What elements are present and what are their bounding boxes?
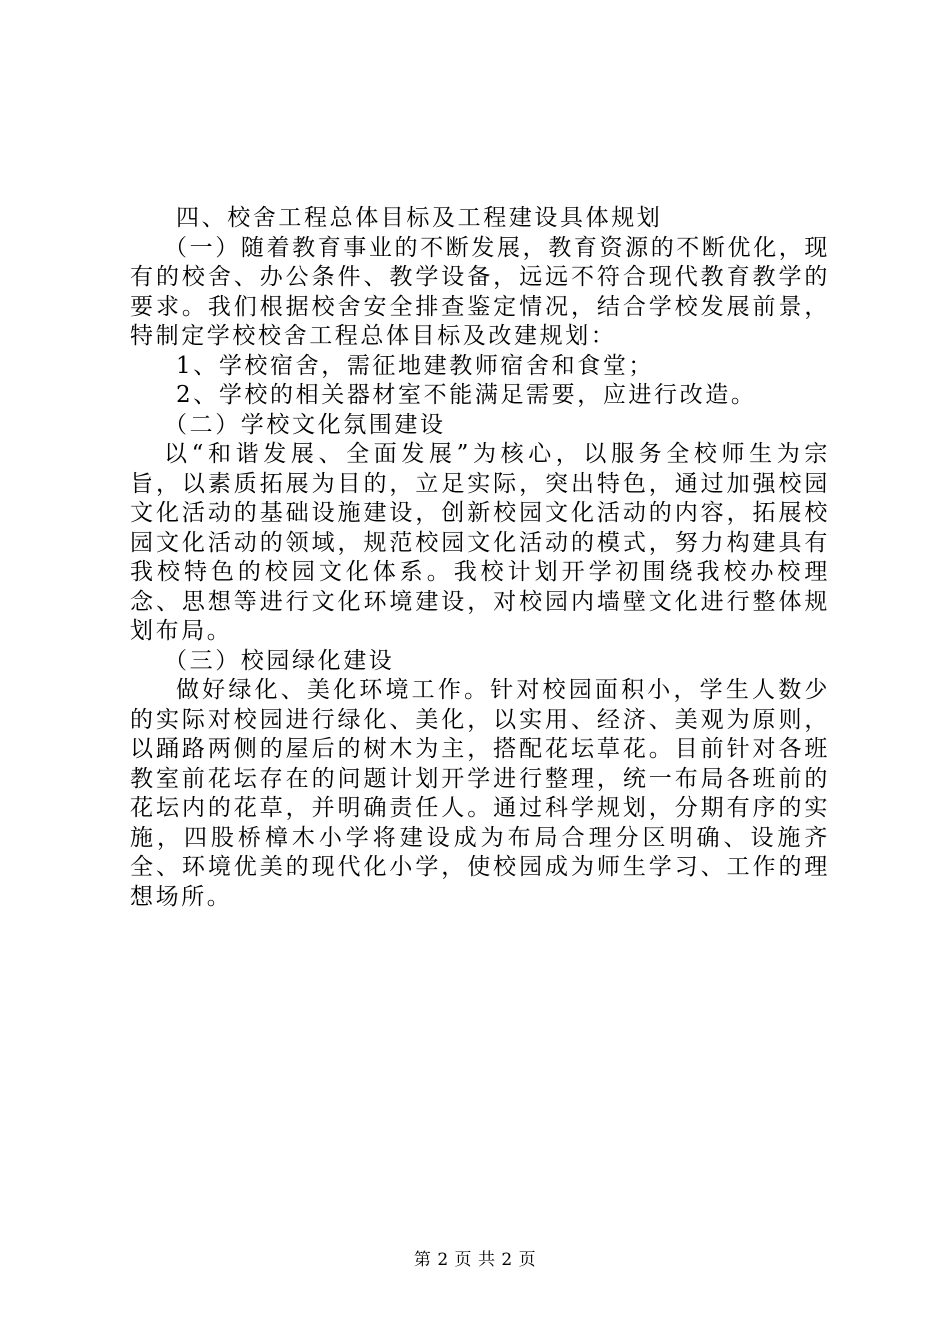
subheading-two: （二）学校文化氛围建设 bbox=[164, 411, 446, 438]
section-heading-4: 四、校舍工程总体目标及工程建设具体规划 bbox=[176, 205, 663, 231]
document-body bbox=[130, 204, 830, 912]
paragraph-culture: 以“和谐发展、全面发展”为核心，以服务全校师生为宗旨，以素质拓展为目的，立足实际，突出特色，通过加强校园文化活动的基础设施建设，创新校园文化活动的内容，拓展校园文化活动的领域，规范校园文化活动的模式，努力构建具有我校特色的校园文化体系。我校计划开学初围绕我校办校理念、思想等进行文化环境建设，对校园内墙壁文化进行整体规划布局。 bbox=[130, 441, 830, 644]
list-item-1: 1、学校宿舍，需征地建教师宿舍和食堂； bbox=[176, 352, 655, 379]
list-item-2: 2、学校的相关器材室不能满足需要，应进行改造。 bbox=[176, 382, 757, 408]
subheading-three: （三）校园绿化建设 bbox=[164, 647, 395, 674]
paragraph-greening: 做好绿化、美化环境工作。针对校园面积小，学生人数少的实际对校园进行绿化、美化，以实用、经济、美观为原则，以踊路两侧的屋后的树木为主，搭配花坛草花。目前针对各班教室前花坛存在的问题计划开学进行整理，统一布局各班前的花坛内的花草，并明确责任人。通过科学规划，分期有序的实施，四股桥樟木小学将建设成为布局合理分区明确、设施齐全、环境优美的现代化小学，使校园成为师生学习、工作的理想场所。 bbox=[130, 677, 830, 910]
paragraph-one: （一）随着教育事业的不断发展，教育资源的不断优化，现有的校舍、办公条件、教学设备，远远不符合现代教育教学的要求。我们根据校舍安全排查鉴定情况，结合学校发展前景，特制定学校校舍工程总体目标及改建规划： bbox=[130, 234, 830, 349]
page-number-footer: 第 2 页 共 2 页 bbox=[413, 1250, 537, 1270]
